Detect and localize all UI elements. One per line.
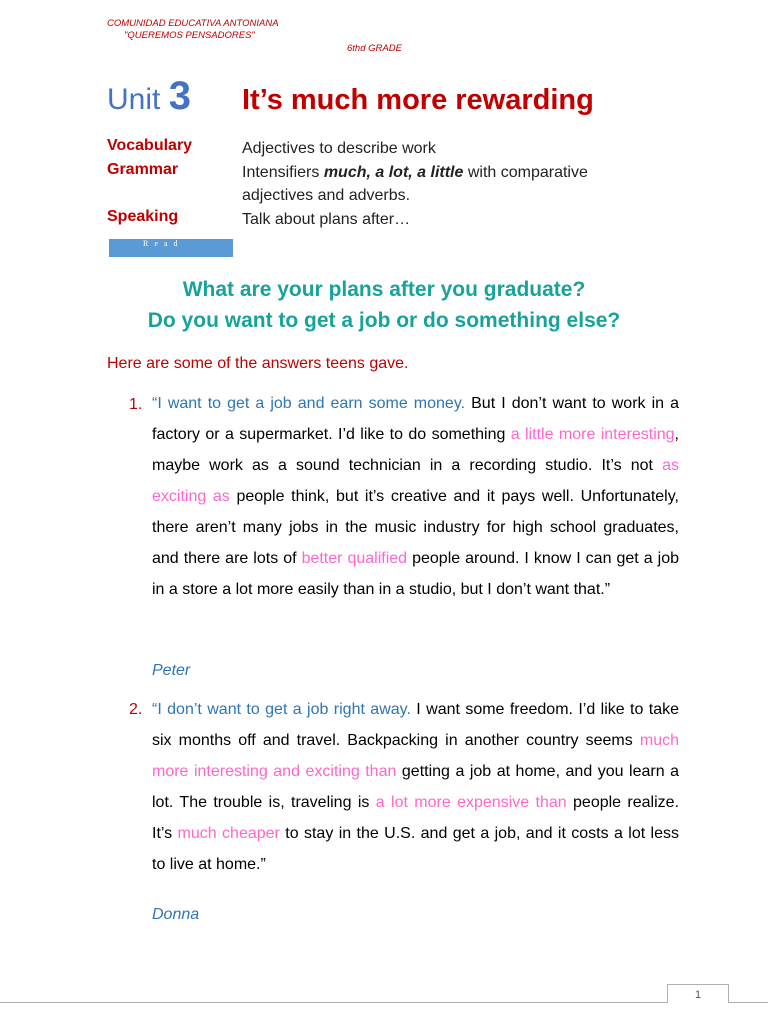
answer-text: people around. I know I can get a job in a store a lot more easily than in a studio, but I don’t want that.” bbox=[152, 550, 679, 598]
comparative-highlight: as exciting as bbox=[152, 457, 679, 505]
answer-lead: “I don’t want to get a job right away. bbox=[152, 701, 411, 718]
unit-title: It’s much more rewarding bbox=[242, 84, 594, 116]
answer-text: people realize. It’s bbox=[152, 794, 680, 842]
answer-text: , maybe work as a sound technician in a recording studio. It’s not bbox=[152, 426, 679, 474]
speaking-value: Talk about plans after… bbox=[242, 211, 411, 228]
intro-text: Here are some of the answers teens gave. bbox=[107, 355, 409, 372]
grammar-intensifiers: much, a lot, a little bbox=[323, 164, 464, 181]
answer-text: I want some freedom. I’d like to take six months off and travel. Backpacking in another country seems bbox=[152, 701, 679, 749]
comparative-highlight: much cheaper bbox=[177, 825, 280, 842]
vocabulary-label: Vocabulary bbox=[107, 137, 193, 154]
comparative-highlight: better qualified bbox=[301, 550, 408, 567]
answer-paragraph bbox=[152, 388, 679, 605]
grammar-prefix: Intensifiers bbox=[242, 164, 324, 181]
answer-number: 2. bbox=[129, 701, 143, 718]
question-line-1: What are your plans after you graduate? bbox=[182, 278, 586, 301]
unit-label: Unit bbox=[107, 83, 161, 116]
grammar-value bbox=[242, 161, 662, 207]
comparative-highlight: much more interesting and exciting than bbox=[152, 732, 679, 780]
unit-heading bbox=[107, 74, 191, 119]
school-name: COMUNIDAD EDUCATIVA ANTONIANA bbox=[107, 18, 279, 29]
speaking-label: Speaking bbox=[107, 208, 179, 225]
answer-author: Peter bbox=[152, 662, 191, 679]
answer-text: getting a job at home, and you learn a lot. The trouble is, traveling is bbox=[152, 763, 680, 811]
answer-text: But I don’t want to work in a factory or a supermarket. I’d like to do something bbox=[152, 395, 679, 443]
footer-divider bbox=[0, 1002, 768, 1003]
grade-label: 6thd GRADE bbox=[347, 43, 402, 54]
question-line-2: Do you want to get a job or do something else? bbox=[147, 309, 621, 332]
answer-text: people think, but it’s creative and it pays well. Unfortunately, there aren’t many jobs in the music industry for high school graduates, and there are lots of bbox=[152, 488, 679, 567]
school-motto: "QUEREMOS PENSADORES" bbox=[124, 30, 255, 41]
answer-author: Donna bbox=[152, 906, 200, 923]
vocabulary-value: Adjectives to describe work bbox=[242, 140, 436, 157]
unit-number: 3 bbox=[168, 74, 191, 118]
grammar-suffix: with comparative adjectives and adverbs. bbox=[242, 164, 588, 204]
grammar-label: Grammar bbox=[107, 161, 179, 178]
read-section-bar: Read bbox=[109, 239, 233, 257]
answer-lead: “I want to get a job and earn some money. bbox=[152, 395, 466, 412]
answer-text: to stay in the U.S. and get a job, and it costs a lot less to live at home.” bbox=[152, 825, 679, 873]
answer-number: 1. bbox=[129, 396, 143, 413]
comparative-highlight: a little more interesting bbox=[510, 426, 675, 443]
answer-paragraph bbox=[152, 694, 679, 880]
page-number: 1 bbox=[667, 984, 729, 1003]
comparative-highlight: a lot more expensive than bbox=[375, 794, 567, 811]
